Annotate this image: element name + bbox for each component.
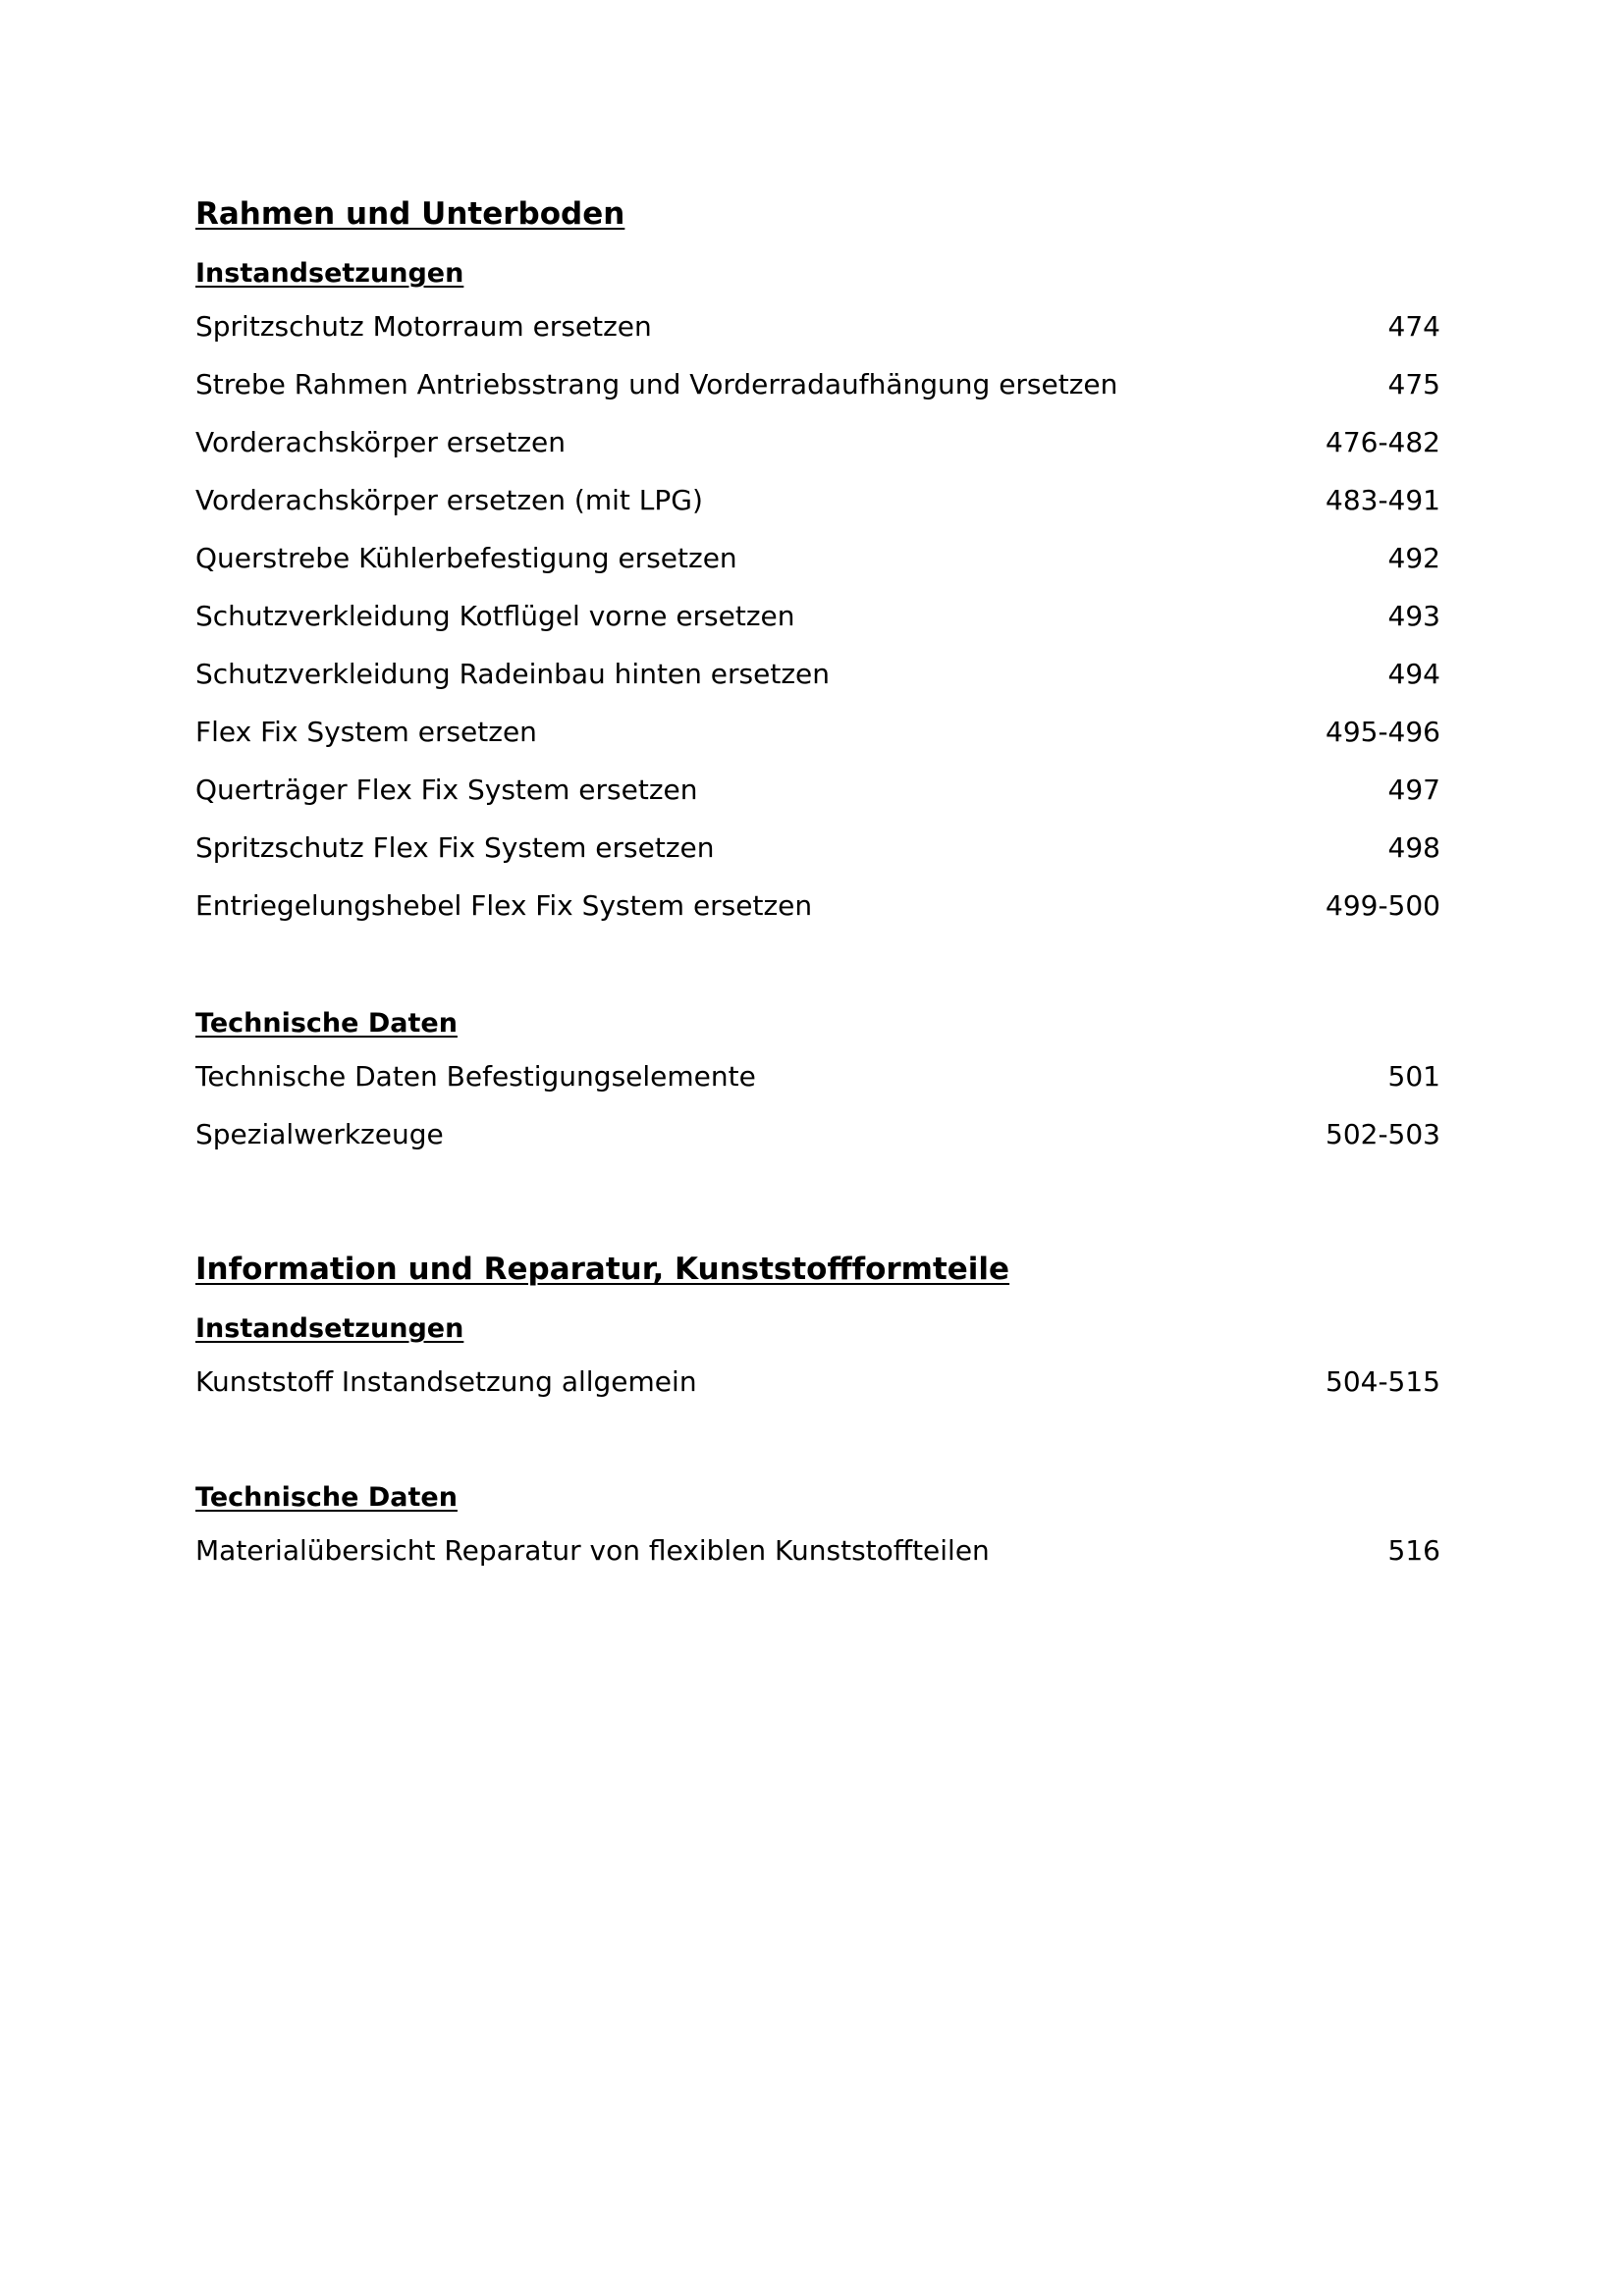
section-heading: Technische Daten (195, 1008, 458, 1039)
chapter-rahmen-und-unterboden (195, 192, 1440, 1173)
toc-entry[interactable] (195, 886, 1440, 944)
toc-entry[interactable] (195, 597, 1440, 655)
toc-entry-page: 516 (1387, 1534, 1440, 1567)
toc-entry[interactable] (195, 828, 1440, 886)
toc-entry-label: Spritzschutz Flex Fix System ersetzen (195, 831, 715, 864)
toc-entry[interactable] (195, 1362, 1440, 1420)
toc-list (195, 1362, 1440, 1420)
section-technische-daten (195, 1478, 1440, 1589)
toc-entry-label: Materialübersicht Reparatur von flexiblen Kunststoffteilen (195, 1534, 990, 1567)
toc-entry-page: 497 (1387, 774, 1440, 806)
section-instandsetzungen (195, 254, 1440, 944)
toc-entry-label: Spritzschutz Motorraum ersetzen (195, 310, 652, 343)
toc-entry-page: 492 (1387, 542, 1440, 574)
toc-entry-page: 499-500 (1326, 889, 1440, 922)
toc-entry-label: Querträger Flex Fix System ersetzen (195, 774, 698, 806)
toc-entry[interactable] (195, 365, 1440, 423)
toc-entry-label: Kunststoff Instandsetzung allgemein (195, 1365, 697, 1398)
toc-entry-page: 502-503 (1326, 1118, 1440, 1150)
toc-entry-label: Querstrebe Kühlerbefestigung ersetzen (195, 542, 737, 574)
toc-entry-label: Schutzverkleidung Radeinbau hinten ersetzen (195, 658, 831, 690)
toc-entry-label: Flex Fix System ersetzen (195, 716, 537, 748)
toc-entry-page: 495-496 (1326, 716, 1440, 748)
toc-entry-label: Vorderachskörper ersetzen (mit LPG) (195, 484, 703, 516)
toc-entry-label: Vorderachskörper ersetzen (195, 426, 567, 458)
toc-entry-page: 474 (1387, 310, 1440, 343)
toc-entry-label: Spezialwerkzeuge (195, 1118, 444, 1150)
section-heading: Instandsetzungen (195, 258, 464, 289)
toc-entry-page: 483-491 (1326, 484, 1440, 516)
chapter-title: Rahmen und Unterboden (195, 196, 625, 232)
section-technische-daten (195, 1004, 1440, 1173)
toc-entry-label: Strebe Rahmen Antriebsstrang und Vorderradaufhängung ersetzen (195, 368, 1118, 400)
toc-entry-page: 494 (1387, 658, 1440, 690)
toc-entry[interactable] (195, 539, 1440, 597)
toc-entry-label: Entriegelungshebel Flex Fix System ersetzen (195, 889, 813, 922)
toc-entry-page: 498 (1387, 831, 1440, 864)
toc-entry[interactable] (195, 655, 1440, 713)
toc-entry[interactable] (195, 1115, 1440, 1173)
toc-list (195, 1531, 1440, 1589)
toc-entry-page: 475 (1387, 368, 1440, 400)
toc-entry[interactable] (195, 423, 1440, 481)
toc-entry-page: 493 (1387, 600, 1440, 632)
section-heading: Instandsetzungen (195, 1313, 464, 1344)
toc-list (195, 1057, 1440, 1173)
toc-entry[interactable] (195, 307, 1440, 365)
toc-entry-page: 504-515 (1326, 1365, 1440, 1398)
toc-entry[interactable] (195, 771, 1440, 828)
toc-entry[interactable] (195, 1057, 1440, 1115)
toc-entry[interactable] (195, 481, 1440, 539)
toc-entry-label: Technische Daten Befestigungselemente (195, 1060, 756, 1093)
toc-entry[interactable] (195, 713, 1440, 771)
chapter-information-und-reparatur (195, 1248, 1440, 1589)
toc-list (195, 307, 1440, 944)
section-instandsetzungen (195, 1309, 1440, 1420)
toc-entry-label: Schutzverkleidung Kotflügel vorne ersetzen (195, 600, 795, 632)
section-heading: Technische Daten (195, 1482, 458, 1513)
toc-entry-page: 476-482 (1326, 426, 1440, 458)
toc-entry-page: 501 (1387, 1060, 1440, 1093)
toc-entry[interactable] (195, 1531, 1440, 1589)
table-of-contents (195, 192, 1440, 1589)
chapter-title: Information und Reparatur, Kunststoffformteile (195, 1252, 1010, 1287)
